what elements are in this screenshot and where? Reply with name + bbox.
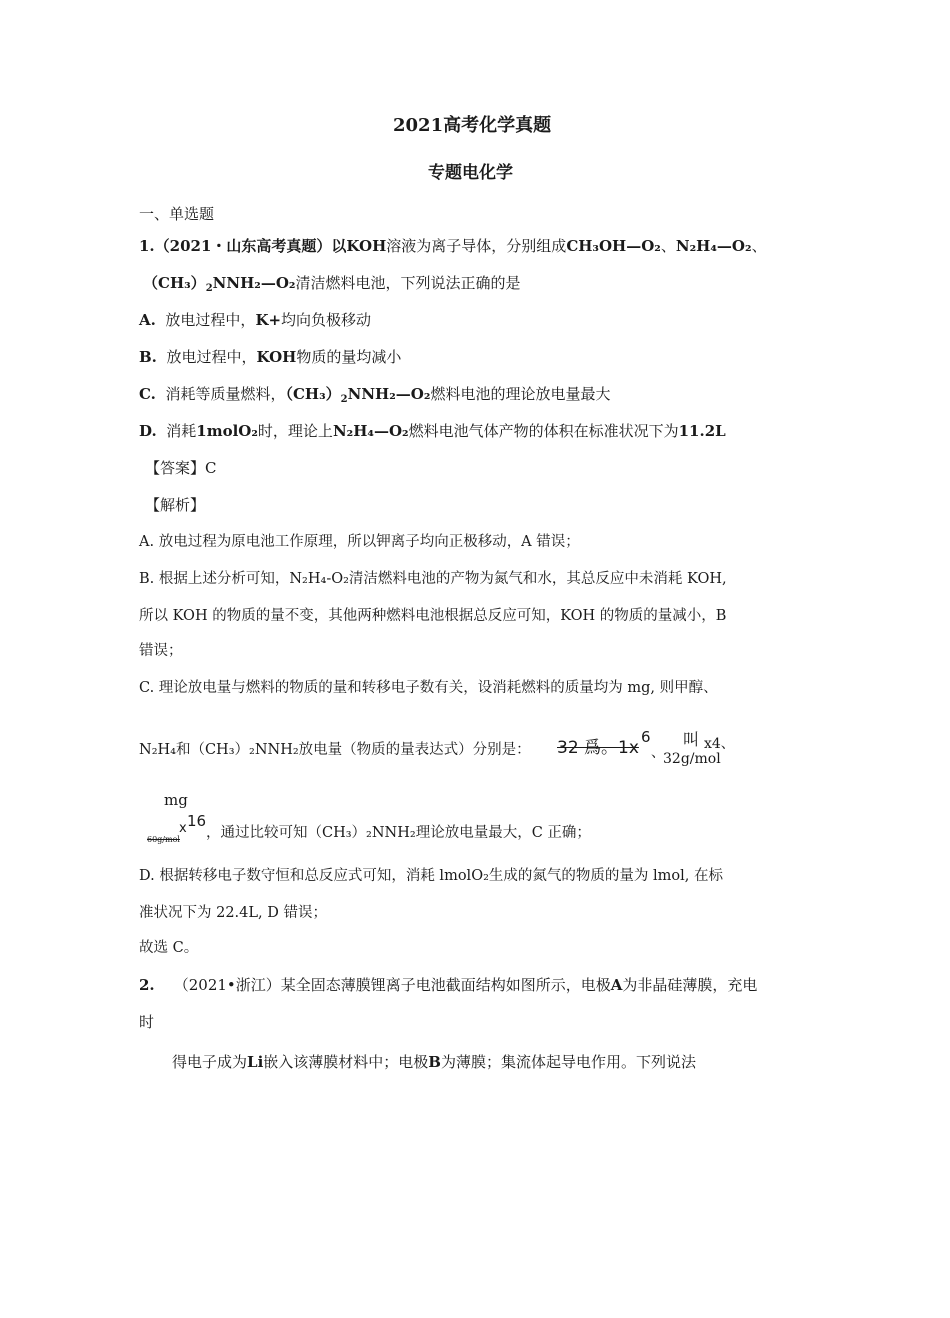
stem-text: 清洁燃料电池，下列说法正确的是 bbox=[295, 274, 521, 292]
explain-c-line-2 bbox=[139, 740, 531, 760]
explain-b-line-3: 错误； bbox=[139, 643, 183, 659]
page-subtitle: 专题电化学 bbox=[428, 163, 513, 183]
stem-text: 嵌入该薄膜材料中；电极 bbox=[263, 1053, 429, 1071]
question-source: （2021•浙江）某全固态薄膜锂离子电池截面结构如图所示，电极 bbox=[173, 976, 611, 994]
question-2-stem-line-2: 时 bbox=[139, 1013, 155, 1031]
subscript: 2 bbox=[205, 283, 213, 294]
option-text: 消耗等质量燃料， bbox=[165, 385, 286, 403]
option-label: B. bbox=[139, 348, 157, 366]
formula-denominator: 32g/mol bbox=[663, 751, 721, 767]
electrode-a: A bbox=[610, 976, 623, 994]
question-number: 2. bbox=[139, 976, 155, 994]
formula-fragment: 叫 bbox=[683, 730, 700, 749]
stem-text: 溶液为离子导体，分别组成 bbox=[386, 237, 567, 255]
formula-separator: 、 bbox=[651, 745, 665, 761]
option-term: N₂H₄—O₂ bbox=[332, 422, 409, 440]
page-title: 2021高考化学真题 bbox=[393, 115, 552, 136]
option-d bbox=[139, 421, 726, 441]
fuel-nnh2: NNH₂—O₂ bbox=[212, 274, 296, 292]
stem-text: 得电子成为 bbox=[172, 1053, 248, 1071]
analysis-label: 【解析】 bbox=[145, 496, 206, 514]
option-term: （CH₃） bbox=[285, 385, 341, 403]
answer-line: 【答案】C bbox=[145, 459, 217, 477]
explain-a: A. 放电过程为原电池工作原理，所以钾离子均向正极移动，A 错误； bbox=[139, 534, 580, 550]
formula-multiplier: x bbox=[179, 821, 187, 836]
formula-fragment: 32 爲。1x bbox=[557, 738, 639, 758]
option-text: 放电过程中， bbox=[166, 348, 257, 366]
question-source: （2021・山东高考真题）以 bbox=[154, 237, 347, 255]
question-number: 1. bbox=[139, 237, 155, 255]
explain-b-line-2: 所以 KOH 的物质的量不变，其他两种燃料电池根据总反应可知，KOH 的物质的量减小，B bbox=[139, 608, 727, 624]
option-text: 均向负极移动 bbox=[281, 311, 372, 329]
option-term: K+ bbox=[255, 311, 282, 329]
formula-superscript: 16 bbox=[187, 812, 207, 830]
stem-text: 为薄膜；集流体起导电作用。下列说法 bbox=[440, 1053, 696, 1071]
option-label: A. bbox=[139, 311, 156, 329]
question-1-stem-line-2 bbox=[143, 273, 520, 293]
option-text: 燃料电池气体产物的体积在标准状况下为 bbox=[408, 422, 679, 440]
option-term: 1molO₂ bbox=[196, 422, 258, 440]
subscript: 2 bbox=[340, 394, 348, 405]
formula-denominator: 60g/mol bbox=[147, 835, 180, 844]
explain-b-line-1: B. 根据上述分析可知，N₂H₄-O₂清洁燃料电池的产物为氮气和水，其总反应中未消耗 KOH, bbox=[139, 571, 727, 587]
section-heading: 一、单选题 bbox=[139, 205, 215, 223]
formula-superscript: 6 bbox=[641, 728, 651, 746]
explain-c-line-1: C. 理论放电量与燃料的物质的量和转移电子数有关，设消耗燃料的质量均为 mg, 则甲醇、 bbox=[139, 680, 718, 696]
option-term: 11.2L bbox=[678, 422, 726, 440]
separator: 、 bbox=[751, 237, 767, 255]
option-label: C. bbox=[139, 385, 156, 403]
question-2-stem-line-3 bbox=[172, 1052, 696, 1072]
question-1-stem-line-1 bbox=[139, 236, 767, 256]
question-2-stem-line-1 bbox=[139, 975, 757, 995]
formula-multiplier: x4、 bbox=[704, 736, 735, 752]
fuel-methanol: CH₃OH—O₂ bbox=[566, 237, 661, 255]
option-text: 消耗 bbox=[166, 422, 197, 440]
explain-text: N₂H₄和（CH₃）₂NNH₂放电量（物质的量表达式）分别是： bbox=[139, 742, 531, 758]
option-c bbox=[139, 384, 610, 404]
explain-d-line-2: 准状况下为 22.4L, D 错误； bbox=[139, 905, 327, 921]
koh-term: KOH bbox=[346, 237, 387, 255]
option-text: 物质的量均减小 bbox=[296, 348, 402, 366]
option-text: 燃料电池的理论放电量最大 bbox=[430, 385, 611, 403]
option-label: D. bbox=[139, 422, 157, 440]
explain-d-line-1: D. 根据转移电子数守恒和总反应式可知，消耗 lmolO₂生成的氮气的物质的量为 lmol, 在标 bbox=[139, 868, 723, 884]
option-a bbox=[139, 310, 371, 330]
lithium-term: Li bbox=[247, 1053, 264, 1071]
option-b bbox=[139, 347, 401, 367]
formula-numerator: mg bbox=[164, 791, 188, 809]
option-text: 放电过程中， bbox=[165, 311, 256, 329]
separator: 、 bbox=[660, 237, 676, 255]
stem-text: 为非晶硅薄膜，充电 bbox=[622, 976, 758, 994]
option-term: NNH₂—O₂ bbox=[347, 385, 431, 403]
explain-final: 故选 C。 bbox=[139, 940, 199, 956]
fuel-ch3-group: （CH₃） bbox=[143, 274, 206, 292]
option-term: KOH bbox=[256, 348, 297, 366]
option-text: 时，理论上 bbox=[257, 422, 333, 440]
fuel-hydrazine: N₂H₄—O₂ bbox=[675, 237, 752, 255]
electrode-b: B bbox=[428, 1053, 441, 1071]
explain-c-line-3: ，通过比较可知（CH₃）₂NNH₂理论放电量最大，C 正确； bbox=[206, 825, 591, 841]
